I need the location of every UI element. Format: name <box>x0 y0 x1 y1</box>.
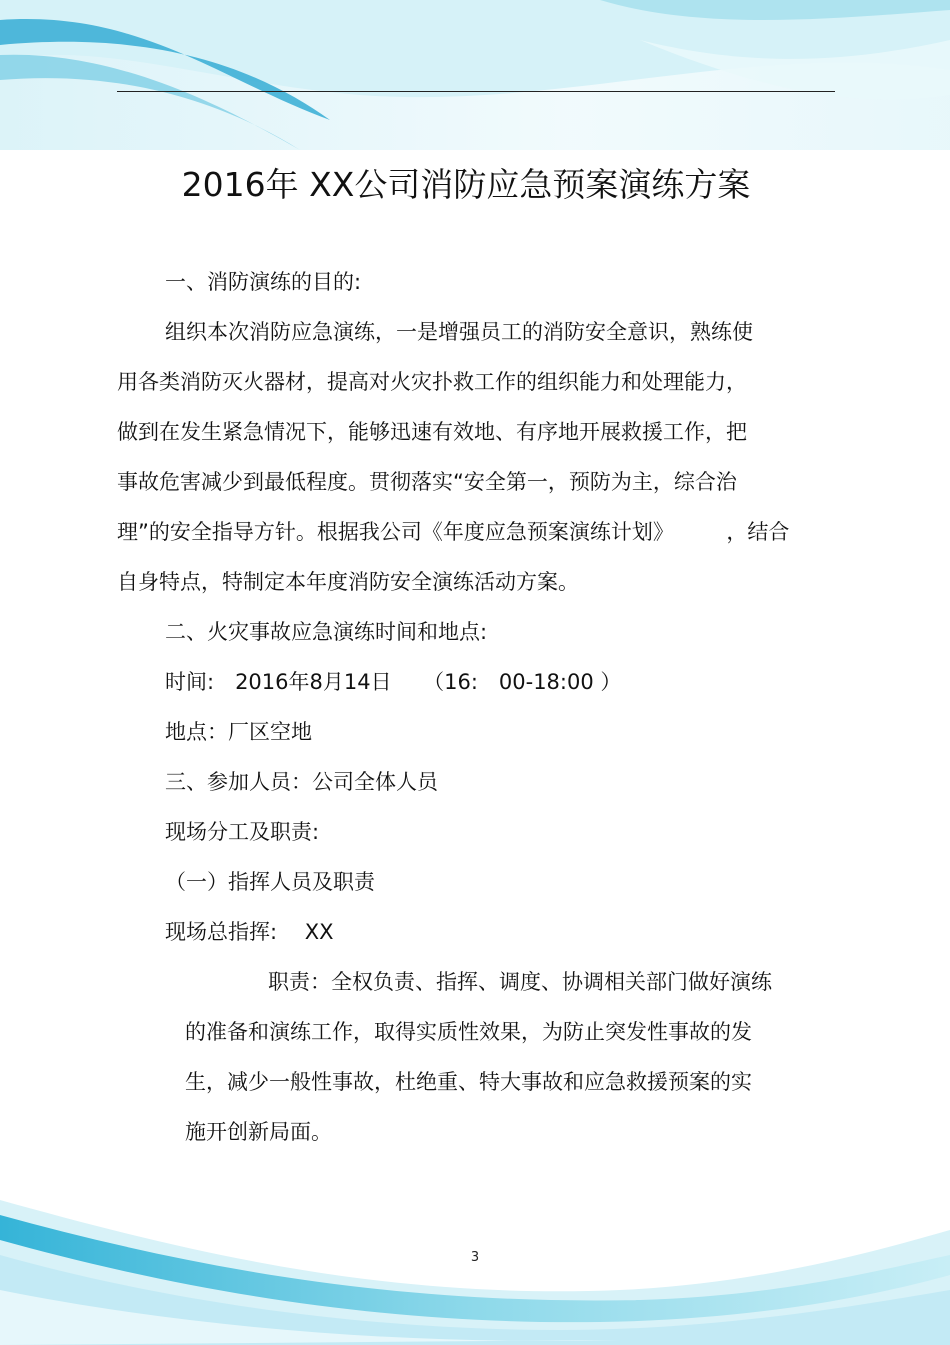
chief-commander-line: 现场总指挥: XX <box>165 920 334 944</box>
subheading-division: 现场分工及职责: <box>165 820 320 844</box>
duties-line: 的准备和演练工作，取得实质性效果，为防止突发性事故的发 <box>185 1020 752 1044</box>
place-line: 地点：厂区空地 <box>165 720 312 744</box>
duties-line: 生，减少一般性事故，杜绝重、特大事故和应急救援预案的实 <box>185 1070 752 1094</box>
paragraph-line: 理”的安全指导方针。根据我公司《年度应急预案演练计划》 ，结合 <box>117 520 790 544</box>
paragraph-line: 用各类消防灭火器材，提高对火灾扑救工作的组织能力和处理能力， <box>117 370 747 394</box>
paragraph-line: 做到在发生紧急情况下，能够迅速有效地、有序地开展救援工作，把 <box>117 420 747 444</box>
top-wave-decoration <box>0 0 950 150</box>
page-number: 3 <box>470 1250 480 1265</box>
paragraph-line: 组织本次消防应急演练，一是增强员工的消防安全意识，熟练使 <box>165 320 753 344</box>
header-rule <box>117 91 835 92</box>
duties-line: 施开创新局面。 <box>185 1120 332 1144</box>
document-title: 2016年 XX公司消防应急预案演练方案 <box>181 165 751 204</box>
section-heading-participants: 三、参加人员：公司全体人员 <box>165 770 438 794</box>
paragraph-line: 事故危害减少到最低程度。贯彻落实“安全第一，预防为主，综合治 <box>117 470 737 494</box>
duties-line: 职责：全权负责、指挥、调度、协调相关部门做好演练 <box>268 970 772 994</box>
time-line: 时间: 2016年8月14日 （16: 00-18:00 ） <box>165 670 622 694</box>
subheading-commanders: （一）指挥人员及职责 <box>165 870 375 894</box>
section-heading-purpose: 一、消防演练的目的: <box>165 270 362 294</box>
section-heading-time-place: 二、火灾事故应急演练时间和地点: <box>165 620 488 644</box>
bottom-wave-decoration <box>0 1200 950 1345</box>
paragraph-line: 自身特点，特制定本年度消防安全演练活动方案。 <box>117 570 579 594</box>
